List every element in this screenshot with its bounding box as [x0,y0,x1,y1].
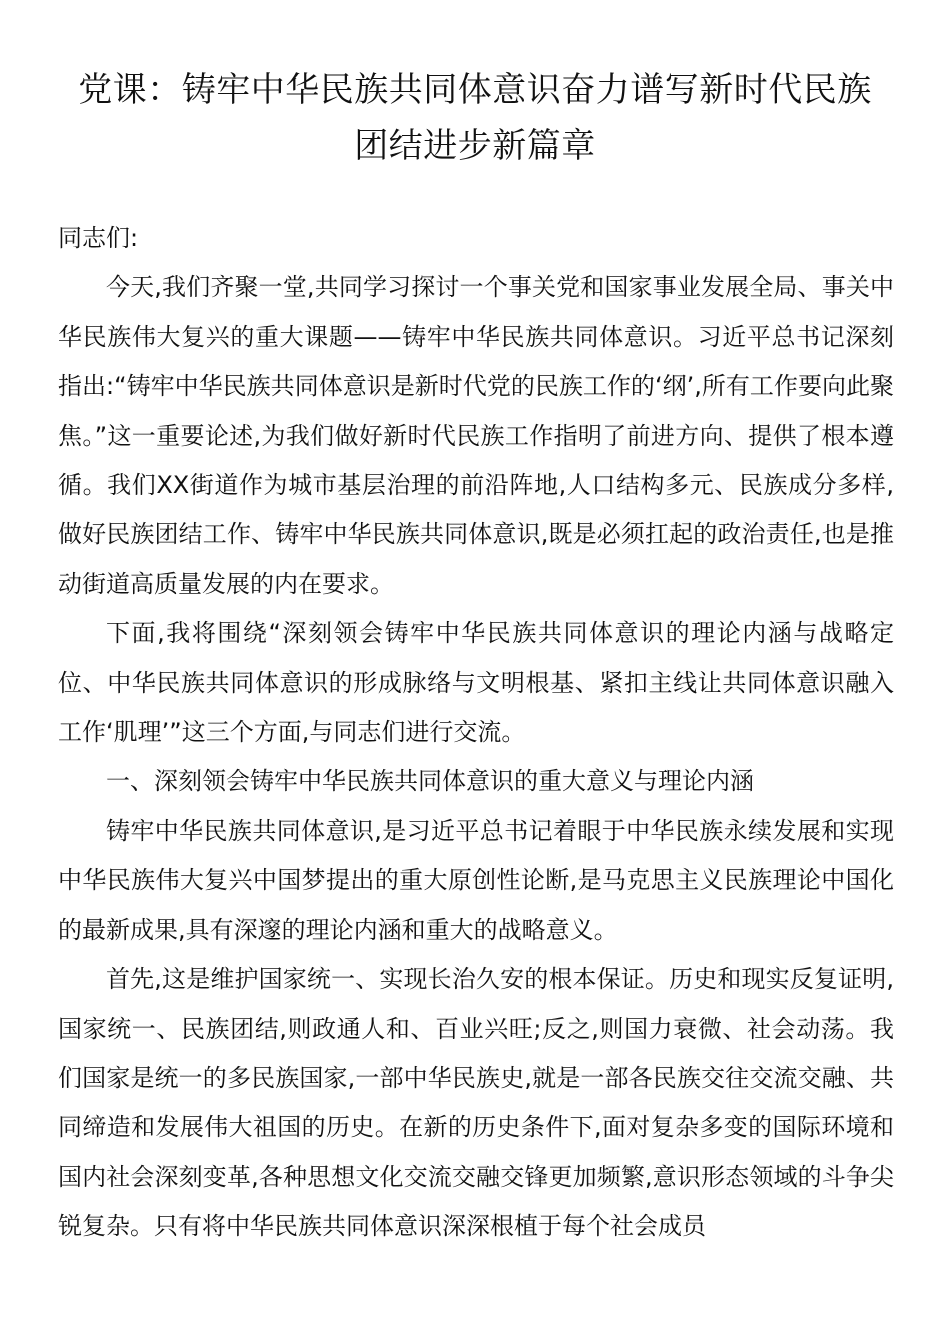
paragraph-section-1-intro: 铸牢中华民族共同体意识,是习近平总书记着眼于中华民族永续发展和实现中华民族伟大复兴中国梦提出的重大原创性论断,是马克思主义民族理论中国化的最新成果,具有深邃的理论内涵和重大的战略意义。 [58,816,894,944]
document-title [40,62,910,174]
title-line-1: 党课：铸牢中华民族共同体意识奋力谱写新时代民族 [78,70,872,110]
section-heading-1: 一、深刻领会铸牢中华民族共同体意识的重大意义与理论内涵 [106,767,754,796]
paragraph-intro: 今天,我们齐聚一堂,共同学习探讨一个事关党和国家事业发展全局、事关中华民族伟大复兴的重大课题——铸牢中华民族共同体意识。习近平总书记深刻指出:“铸牢中华民族共同体意识是新时代党的民族工作的‘纲’,所有工作要向此聚焦。”这一重要论述,为我们做好新时代民族工作指明了前进方向、提供了根本遵循。我们XX街道作为城市基层治理的前沿阵地,人口结构多元、民族成分多样,做好民族团结工作、铸牢中华民族共同体意识,既是必须扛起的政治责任,也是推动街道高质量发展的内在要求。 [58,273,894,598]
paragraph-first-point: 首先,这是维护国家统一、实现长治久安的根本保证。历史和现实反复证明,国家统一、民族团结,则政通人和、百业兴旺;反之,则国力衰微、社会动荡。我们国家是统一的多民族国家,一部中华民族史,就是一部各民族交往交流交融、共同缔造和发展伟大祖国的历史。在新的历史条件下,面对复杂多变的国际环境和国内社会深刻变革,各种思想文化交流交融交锋更加频繁,意识形态领域的斗争尖锐复杂。只有将中华民族共同体意识深深根植于每个社会成员 [58,965,894,1241]
document-body [58,214,894,1252]
salutation: 同志们: [58,224,139,252]
title-line-2: 团结进步新篇章 [354,126,596,166]
paragraph-outline: 下面,我将围绕“深刻领会铸牢中华民族共同体意识的理论内涵与战略定位、中华民族共同体意识的形成脉络与文明根基、紧扣主线让共同体意识融入工作‘肌理’”这三个方面,与同志们进行交流。 [58,619,894,747]
